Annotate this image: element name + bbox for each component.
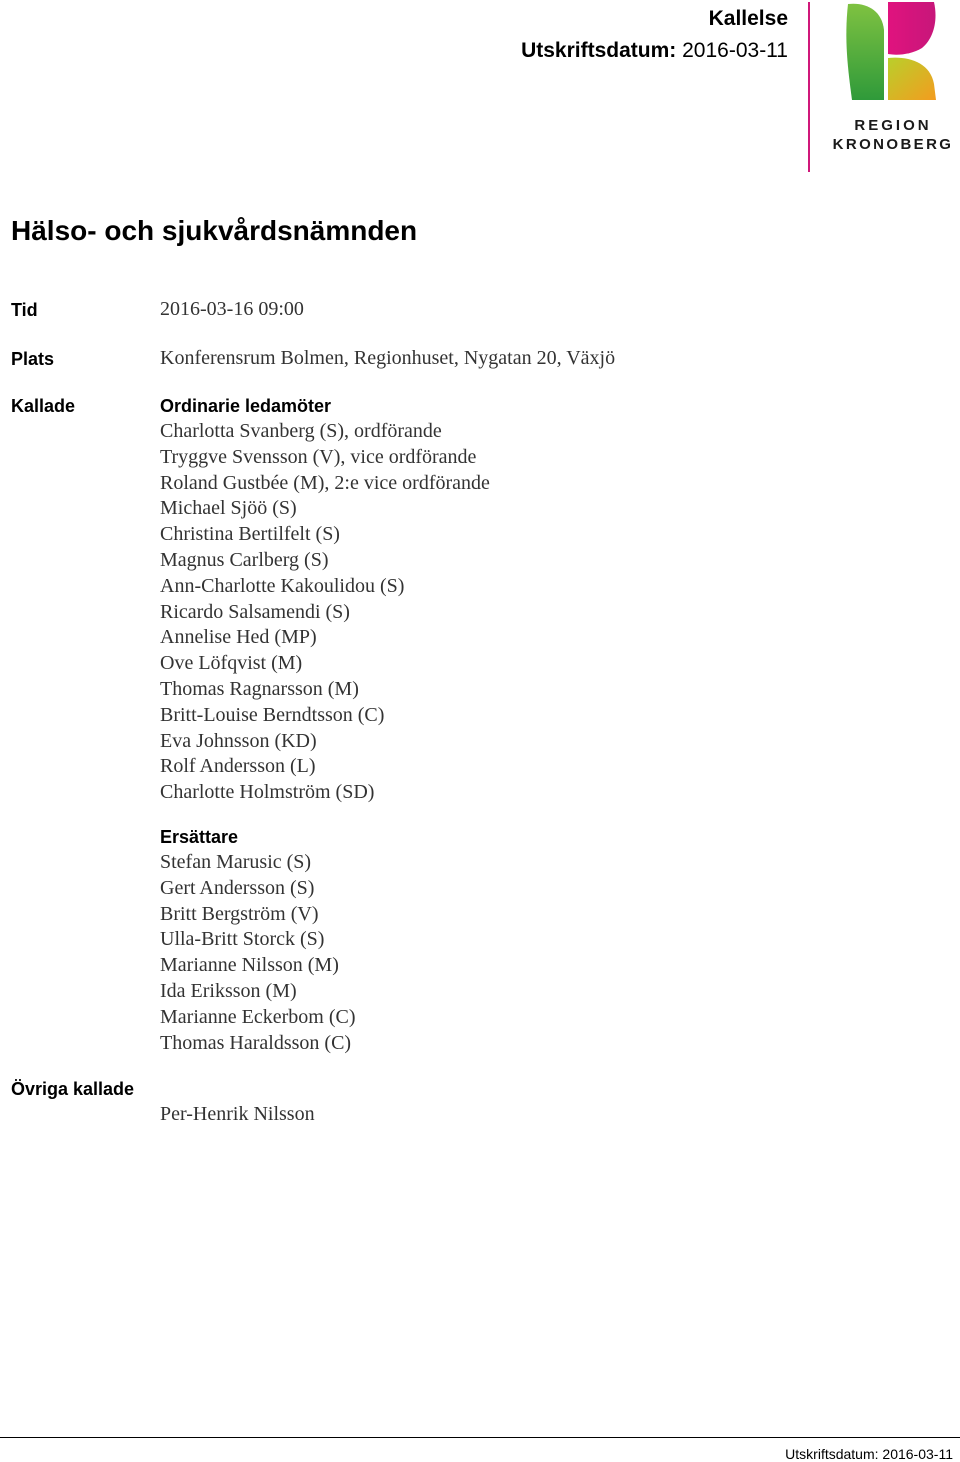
ordinarie-heading: Ordinarie ledamöter bbox=[160, 396, 332, 416]
logo-line-region: REGION bbox=[854, 117, 932, 134]
member-item: Ulla-Britt Storck (S) bbox=[160, 928, 325, 951]
plats-value: Konferensrum Bolmen, Regionhuset, Nygatan 20, Växjö bbox=[160, 347, 616, 369]
member-item: Stefan Marusic (S) bbox=[160, 851, 312, 873]
member-item: Charlotta Svanberg (S), ordförande bbox=[160, 420, 442, 442]
kallade-label: Kallade bbox=[11, 396, 76, 416]
member-item: Ricardo Salsamendi (S) bbox=[160, 600, 350, 623]
ordinarie-group bbox=[160, 395, 490, 806]
member-item: Thomas Ragnarsson (M) bbox=[160, 677, 359, 700]
member-item: Magnus Carlberg (S) bbox=[160, 548, 329, 571]
member-item: Britt Bergström (V) bbox=[160, 902, 319, 925]
member-item: Ove Löfqvist (M) bbox=[160, 652, 303, 675]
footer-print-date: Utskriftsdatum: 2016-03-11 bbox=[785, 1446, 953, 1462]
member-item: Annelise Hed (MP) bbox=[160, 626, 317, 649]
print-date-label: Utskriftsdatum: bbox=[521, 39, 677, 62]
logo-line-kronoberg: KRONOBERG bbox=[832, 136, 954, 153]
member-item: Marianne Nilsson (M) bbox=[160, 954, 339, 977]
logo-wordmark bbox=[826, 116, 960, 154]
print-date bbox=[521, 36, 788, 66]
member-item: Gert Andersson (S) bbox=[160, 876, 315, 899]
member-item: Ida Eriksson (M) bbox=[160, 979, 297, 1002]
ordinarie-list bbox=[160, 419, 490, 806]
member-item: Ann-Charlotte Kakoulidou (S) bbox=[160, 574, 405, 597]
member-item: Charlotte Holmström (SD) bbox=[160, 781, 375, 804]
member-item: Marianne Eckerbom (C) bbox=[160, 1005, 356, 1028]
ersattare-group bbox=[160, 826, 355, 1056]
footer-divider bbox=[0, 1437, 960, 1438]
print-date-value: 2016-03-11 bbox=[682, 39, 788, 62]
tid-label: Tid bbox=[11, 300, 38, 320]
document-header bbox=[521, 6, 788, 66]
header-divider bbox=[808, 2, 810, 172]
ovriga-label: Övriga kallade bbox=[11, 1079, 135, 1099]
document-type: Kallelse bbox=[708, 7, 788, 30]
tid-value: 2016-03-16 09:00 bbox=[160, 298, 304, 320]
member-item: Rolf Andersson (L) bbox=[160, 755, 316, 778]
member-item: Tryggve Svensson (V), vice ordförande bbox=[160, 445, 477, 468]
member-item: Michael Sjöö (S) bbox=[160, 497, 297, 520]
member-item: Thomas Haraldsson (C) bbox=[160, 1031, 352, 1054]
member-item: Eva Johnsson (KD) bbox=[160, 729, 317, 752]
page-title: Hälso- och sjukvårdsnämnden bbox=[11, 215, 418, 246]
ersattare-list bbox=[160, 850, 355, 1056]
ovriga-value: Per-Henrik Nilsson bbox=[160, 1103, 315, 1125]
member-item: Christina Bertilfelt (S) bbox=[160, 523, 340, 546]
member-item: Roland Gustbée (M), 2:e vice ordförande bbox=[160, 471, 490, 494]
plats-label: Plats bbox=[11, 349, 55, 369]
ersattare-heading: Ersättare bbox=[160, 827, 239, 847]
member-item: Britt-Louise Berndtsson (C) bbox=[160, 703, 385, 726]
